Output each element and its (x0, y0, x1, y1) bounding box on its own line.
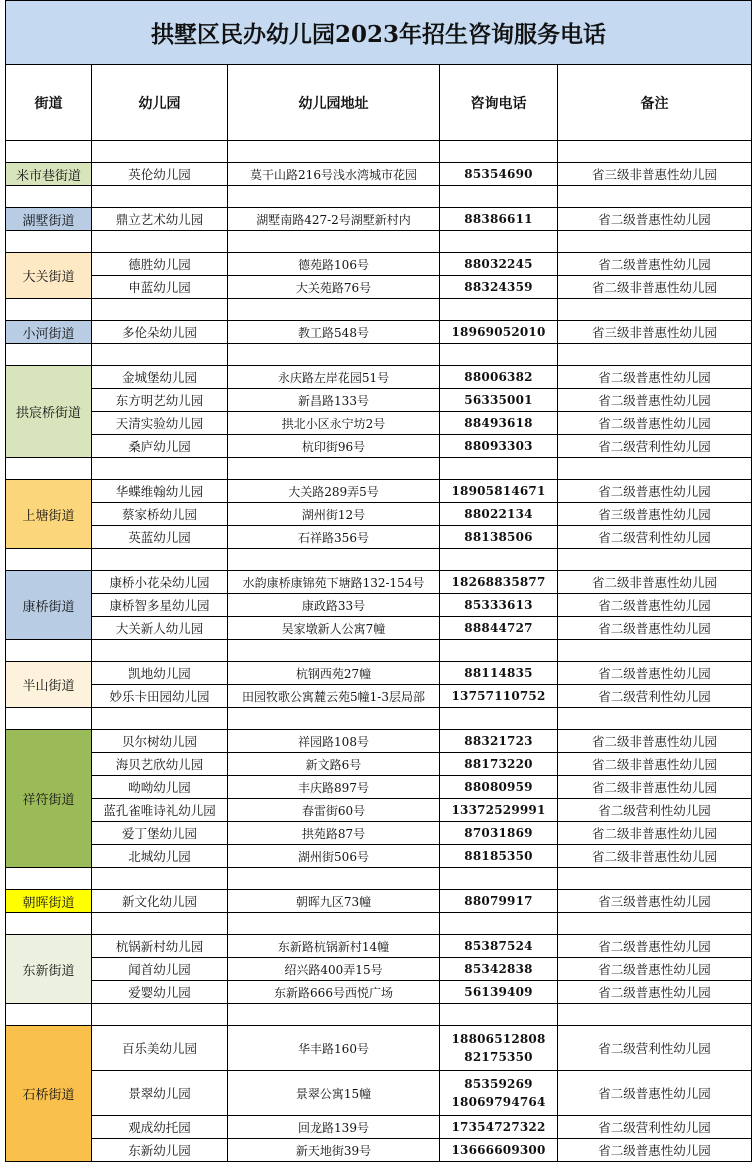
kindergarten-address: 祥园路108号 (228, 730, 440, 753)
kindergarten-name: 大关新人幼儿园 (92, 617, 228, 640)
kindergarten-name: 华蝶维翰幼儿园 (92, 480, 228, 503)
table-row (6, 366, 752, 389)
phone-number[interactable]: 18069794764 (451, 1095, 546, 1109)
phone-number[interactable]: 13372529991 (451, 803, 546, 817)
spacer-cell (228, 458, 440, 480)
header-address: 幼儿园地址 (228, 65, 440, 141)
spacer-cell (558, 344, 752, 366)
phone-cell (440, 208, 558, 231)
table-row (6, 822, 752, 845)
phone-cell (440, 1139, 558, 1162)
note-cell: 省二级普惠性幼儿园 (558, 935, 752, 958)
kindergarten-name: 天清实验幼儿园 (92, 412, 228, 435)
spacer-cell (6, 344, 92, 366)
phone-cell (440, 1071, 558, 1116)
kindergarten-address: 大关苑路76号 (228, 276, 440, 299)
spacer-cell (6, 868, 92, 890)
phone-cell (440, 412, 558, 435)
phone-number[interactable]: 88324359 (464, 280, 533, 294)
spacer-cell (440, 458, 558, 480)
phone-cell (440, 890, 558, 913)
spacer-row (6, 344, 752, 366)
phone-number[interactable]: 17354727322 (451, 1120, 546, 1134)
kindergarten-name: 海贝艺欣幼儿园 (92, 753, 228, 776)
spacer-cell (6, 299, 92, 321)
phone-number[interactable]: 85387524 (464, 939, 533, 953)
table-row (6, 321, 752, 344)
spacer-cell (440, 913, 558, 935)
spacer-cell (92, 299, 228, 321)
spacer-cell (558, 186, 752, 208)
table-row (6, 1026, 752, 1071)
note-cell: 省二级普惠性幼儿园 (558, 253, 752, 276)
header-phone: 咨询电话 (440, 65, 558, 141)
spacer-row (6, 549, 752, 571)
spacer-cell (92, 231, 228, 253)
spacer-row (6, 1004, 752, 1026)
kindergarten-name: 呦呦幼儿园 (92, 776, 228, 799)
table-row (6, 276, 752, 299)
spacer-cell (558, 708, 752, 730)
kindergarten-address: 永庆路左岸花园51号 (228, 366, 440, 389)
kindergarten-name: 观成幼托园 (92, 1116, 228, 1139)
note-cell: 省二级普惠性幼儿园 (558, 480, 752, 503)
phone-cell (440, 822, 558, 845)
spacer-cell (92, 708, 228, 730)
spacer-cell (92, 640, 228, 662)
spacer-cell (558, 913, 752, 935)
note-cell: 省二级非普惠性幼儿园 (558, 571, 752, 594)
phone-number[interactable]: 88114835 (464, 666, 533, 680)
phone-number[interactable]: 85333613 (464, 598, 533, 612)
table-row (6, 163, 752, 186)
spacer-cell (92, 458, 228, 480)
street-cell: 米市巷街道 (6, 163, 92, 186)
spacer-cell (6, 640, 92, 662)
kindergarten-address: 湖州街12号 (228, 503, 440, 526)
note-cell: 省二级普惠性幼儿园 (558, 617, 752, 640)
kindergarten-name: 闻首幼儿园 (92, 958, 228, 981)
page-title: 拱墅区民办幼儿园2023年招生咨询服务电话 (6, 1, 752, 65)
spacer-row (6, 186, 752, 208)
kindergarten-address: 新天地街39号 (228, 1139, 440, 1162)
table-row (6, 935, 752, 958)
kindergarten-address: 湖墅南路427-2号湖墅新村内 (228, 208, 440, 231)
phone-number[interactable]: 88032245 (464, 257, 533, 271)
kindergarten-address: 拱苑路87号 (228, 822, 440, 845)
phone-cell (440, 435, 558, 458)
street-cell: 小河街道 (6, 321, 92, 344)
header-kindergarten: 幼儿园 (92, 65, 228, 141)
header-note: 备注 (558, 65, 752, 141)
table-row (6, 981, 752, 1004)
phone-number[interactable]: 88079917 (464, 894, 533, 908)
spacer-cell (228, 186, 440, 208)
note-cell: 省二级营利性幼儿园 (558, 1116, 752, 1139)
spacer-cell (228, 1004, 440, 1026)
phone-cell (440, 662, 558, 685)
spacer-cell (558, 1004, 752, 1026)
phone-cell (440, 1116, 558, 1139)
note-cell: 省二级营利性幼儿园 (558, 526, 752, 549)
street-cell: 东新街道 (6, 935, 92, 1004)
kindergarten-address: 春雷街60号 (228, 799, 440, 822)
kindergarten-name: 百乐美幼儿园 (92, 1026, 228, 1071)
kindergarten-address: 景翠公寓15幢 (228, 1071, 440, 1116)
phone-cell (440, 594, 558, 617)
phone-cell (440, 617, 558, 640)
spacer-cell (440, 868, 558, 890)
table-row (6, 662, 752, 685)
phone-number[interactable]: 88022134 (464, 507, 533, 521)
spacer-cell (228, 549, 440, 571)
note-cell: 省二级普惠性幼儿园 (558, 594, 752, 617)
spacer-cell (440, 186, 558, 208)
table-row (6, 617, 752, 640)
phone-number[interactable]: 88493618 (464, 416, 533, 430)
spacer-row (6, 299, 752, 321)
spacer-cell (6, 458, 92, 480)
spacer-cell (92, 141, 228, 163)
note-cell: 省二级普惠性幼儿园 (558, 366, 752, 389)
phone-cell (440, 526, 558, 549)
table-row (6, 1071, 752, 1116)
spacer-cell (6, 708, 92, 730)
kindergarten-address: 朝晖九区73幢 (228, 890, 440, 913)
spacer-cell (558, 231, 752, 253)
kindergarten-address: 康政路33号 (228, 594, 440, 617)
kindergarten-name: 景翠幼儿园 (92, 1071, 228, 1116)
kindergarten-name: 蔡家桥幼儿园 (92, 503, 228, 526)
spacer-cell (228, 231, 440, 253)
spacer-row (6, 231, 752, 253)
phone-cell (440, 685, 558, 708)
kindergarten-address: 田园牧歌公寓麓云苑5幢1-3层局部 (228, 685, 440, 708)
phone-number[interactable]: 13757110752 (451, 689, 546, 703)
spacer-cell (6, 913, 92, 935)
street-cell: 朝晖街道 (6, 890, 92, 913)
spacer-row (6, 868, 752, 890)
spacer-cell (92, 1004, 228, 1026)
spacer-cell (92, 549, 228, 571)
phone-number[interactable]: 18969052010 (451, 325, 546, 339)
phone-number[interactable]: 88321723 (464, 734, 533, 748)
phone-cell (440, 753, 558, 776)
spacer-cell (440, 231, 558, 253)
note-cell: 省二级普惠性幼儿园 (558, 1071, 752, 1116)
phone-number[interactable]: 85354690 (464, 167, 533, 181)
phone-number[interactable]: 88844727 (464, 621, 533, 635)
phone-number[interactable]: 82175350 (464, 1050, 533, 1064)
note-cell: 省二级普惠性幼儿园 (558, 412, 752, 435)
spacer-cell (92, 344, 228, 366)
kindergarten-address: 湖州街506号 (228, 845, 440, 868)
spacer-cell (228, 640, 440, 662)
note-cell: 省二级普惠性幼儿园 (558, 662, 752, 685)
kindergarten-address: 杭钢西苑27幢 (228, 662, 440, 685)
kindergarten-name: 北城幼儿园 (92, 845, 228, 868)
phone-cell (440, 958, 558, 981)
spacer-cell (440, 344, 558, 366)
spacer-row (6, 640, 752, 662)
phone-number[interactable]: 87031869 (464, 826, 533, 840)
phone-number[interactable]: 56335001 (464, 393, 533, 407)
spacer-row (6, 141, 752, 163)
phone-cell (440, 730, 558, 753)
phone-number[interactable]: 88185350 (464, 849, 533, 863)
phone-cell (440, 389, 558, 412)
phone-cell (440, 321, 558, 344)
kindergarten-address: 华丰路160号 (228, 1026, 440, 1071)
spacer-cell (6, 141, 92, 163)
phone-cell (440, 503, 558, 526)
kindergarten-name: 康桥智多星幼儿园 (92, 594, 228, 617)
kindergarten-address: 东新路杭锅新村14幢 (228, 935, 440, 958)
kindergarten-name: 英蓝幼儿园 (92, 526, 228, 549)
spacer-cell (558, 549, 752, 571)
kindergarten-name: 爱丁堡幼儿园 (92, 822, 228, 845)
phone-number[interactable]: 56139409 (464, 985, 533, 999)
table-row (6, 730, 752, 753)
spacer-cell (440, 708, 558, 730)
street-cell: 半山街道 (6, 662, 92, 708)
note-cell: 省二级普惠性幼儿园 (558, 208, 752, 231)
note-cell: 省二级非普惠性幼儿园 (558, 845, 752, 868)
table-row (6, 845, 752, 868)
kindergarten-address: 绍兴路400弄15号 (228, 958, 440, 981)
note-cell: 省二级营利性幼儿园 (558, 1026, 752, 1071)
phone-cell (440, 276, 558, 299)
street-cell: 拱宸桥街道 (6, 366, 92, 458)
note-cell: 省三级非普惠性幼儿园 (558, 163, 752, 186)
kindergarten-address: 回龙路139号 (228, 1116, 440, 1139)
street-cell: 康桥街道 (6, 571, 92, 640)
street-cell: 湖墅街道 (6, 208, 92, 231)
spacer-cell (228, 299, 440, 321)
kindergarten-name: 东方明艺幼儿园 (92, 389, 228, 412)
spacer-cell (92, 868, 228, 890)
kindergarten-name: 爱婴幼儿园 (92, 981, 228, 1004)
spacer-cell (6, 186, 92, 208)
spacer-cell (440, 299, 558, 321)
kindergarten-name: 德胜幼儿园 (92, 253, 228, 276)
phone-cell (440, 163, 558, 186)
kindergarten-name: 多伦朵幼儿园 (92, 321, 228, 344)
note-cell: 省二级非普惠性幼儿园 (558, 776, 752, 799)
phone-cell (440, 799, 558, 822)
street-cell: 祥符街道 (6, 730, 92, 868)
kindergarten-address: 莫干山路216号浅水湾城市花园 (228, 163, 440, 186)
spacer-cell (558, 299, 752, 321)
kindergarten-name: 妙乐卡田园幼儿园 (92, 685, 228, 708)
note-cell: 省二级普惠性幼儿园 (558, 958, 752, 981)
spacer-row (6, 913, 752, 935)
kindergarten-address: 杭印街96号 (228, 435, 440, 458)
phone-number[interactable]: 85342838 (464, 962, 533, 976)
phone-number[interactable]: 85359269 (464, 1077, 533, 1091)
spacer-row (6, 708, 752, 730)
table-row (6, 1139, 752, 1162)
table-row (6, 526, 752, 549)
header-street: 街道 (6, 65, 92, 141)
kindergarten-name: 新文化幼儿园 (92, 890, 228, 913)
kindergarten-address: 教工路548号 (228, 321, 440, 344)
kindergarten-name: 桑庐幼儿园 (92, 435, 228, 458)
phone-number[interactable]: 88093303 (464, 439, 533, 453)
phone-cell (440, 1026, 558, 1071)
note-cell: 省二级营利性幼儿园 (558, 799, 752, 822)
kindergarten-name: 贝尔树幼儿园 (92, 730, 228, 753)
phone-cell (440, 571, 558, 594)
phone-number[interactable]: 18905814671 (451, 484, 546, 498)
kindergarten-name: 金城堡幼儿园 (92, 366, 228, 389)
phone-cell (440, 480, 558, 503)
street-cell: 石桥街道 (6, 1026, 92, 1162)
spacer-cell (92, 913, 228, 935)
table-row (6, 958, 752, 981)
spacer-cell (440, 549, 558, 571)
table-row (6, 208, 752, 231)
kindergarten-address: 德苑路106号 (228, 253, 440, 276)
kindergarten-name: 东新幼儿园 (92, 1139, 228, 1162)
phone-cell (440, 935, 558, 958)
phone-cell (440, 845, 558, 868)
note-cell: 省三级普惠性幼儿园 (558, 503, 752, 526)
table-row (6, 571, 752, 594)
spacer-cell (440, 141, 558, 163)
note-cell: 省二级非普惠性幼儿园 (558, 753, 752, 776)
spacer-cell (6, 1004, 92, 1026)
kindergarten-name: 凯地幼儿园 (92, 662, 228, 685)
phone-number[interactable]: 88173220 (464, 757, 533, 771)
kindergarten-name: 杭锅新村幼儿园 (92, 935, 228, 958)
table-row (6, 594, 752, 617)
phone-number[interactable]: 18268835877 (451, 575, 546, 589)
table-row (6, 503, 752, 526)
note-cell: 省二级非普惠性幼儿园 (558, 730, 752, 753)
spacer-cell (440, 640, 558, 662)
kindergarten-name: 申蓝幼儿园 (92, 276, 228, 299)
spacer-cell (558, 640, 752, 662)
note-cell: 省二级普惠性幼儿园 (558, 981, 752, 1004)
kindergarten-address: 拱北小区永宁坊2号 (228, 412, 440, 435)
spacer-cell (228, 141, 440, 163)
table-row (6, 412, 752, 435)
kindergarten-address: 新文路6号 (228, 753, 440, 776)
table-row (6, 435, 752, 458)
spacer-cell (228, 344, 440, 366)
spacer-cell (558, 868, 752, 890)
spacer-cell (228, 913, 440, 935)
kindergarten-name: 鼎立艺术幼儿园 (92, 208, 228, 231)
kindergarten-name: 康桥小花朵幼儿园 (92, 571, 228, 594)
street-cell: 大关街道 (6, 253, 92, 299)
note-cell: 省二级营利性幼儿园 (558, 435, 752, 458)
table-row (6, 1116, 752, 1139)
spacer-cell (440, 1004, 558, 1026)
kindergarten-address: 水韵康桥康锦苑下塘路132-154号 (228, 571, 440, 594)
note-cell: 省三级非普惠性幼儿园 (558, 321, 752, 344)
phone-number[interactable]: 88138506 (464, 530, 533, 544)
table-row (6, 253, 752, 276)
spacer-cell (6, 549, 92, 571)
table-row (6, 753, 752, 776)
phone-cell (440, 366, 558, 389)
phone-number[interactable]: 88386611 (464, 212, 533, 226)
phone-number[interactable]: 13666609300 (451, 1143, 546, 1157)
kindergarten-address: 吴家墩新人公寓7幢 (228, 617, 440, 640)
kindergarten-address: 大关路289弄5号 (228, 480, 440, 503)
phone-number[interactable]: 88006382 (464, 370, 533, 384)
kindergarten-name: 英伦幼儿园 (92, 163, 228, 186)
spacer-cell (228, 708, 440, 730)
kindergarten-address: 丰庆路897号 (228, 776, 440, 799)
table-row (6, 685, 752, 708)
street-cell: 上塘街道 (6, 480, 92, 549)
kindergarten-address: 新昌路133号 (228, 389, 440, 412)
note-cell: 省二级普惠性幼儿园 (558, 1139, 752, 1162)
spacer-cell (558, 458, 752, 480)
table-row (6, 776, 752, 799)
table-row (6, 480, 752, 503)
table-row (6, 389, 752, 412)
table-row (6, 799, 752, 822)
spacer-cell (92, 186, 228, 208)
spacer-row (6, 458, 752, 480)
phone-cell (440, 776, 558, 799)
table-row (6, 890, 752, 913)
kindergarten-phone-table (5, 0, 752, 1162)
spacer-cell (558, 141, 752, 163)
note-cell: 省二级普惠性幼儿园 (558, 389, 752, 412)
note-cell: 省二级非普惠性幼儿园 (558, 276, 752, 299)
phone-number[interactable]: 18806512808 (451, 1032, 546, 1046)
phone-cell (440, 981, 558, 1004)
note-cell: 省二级营利性幼儿园 (558, 685, 752, 708)
phone-cell (440, 253, 558, 276)
kindergarten-name: 蓝孔雀唯诗礼幼儿园 (92, 799, 228, 822)
phone-number[interactable]: 88080959 (464, 780, 533, 794)
kindergarten-address: 东新路666号西悦广场 (228, 981, 440, 1004)
spacer-cell (228, 868, 440, 890)
note-cell: 省三级普惠性幼儿园 (558, 890, 752, 913)
spacer-cell (6, 231, 92, 253)
note-cell: 省二级非普惠性幼儿园 (558, 822, 752, 845)
kindergarten-address: 石祥路356号 (228, 526, 440, 549)
